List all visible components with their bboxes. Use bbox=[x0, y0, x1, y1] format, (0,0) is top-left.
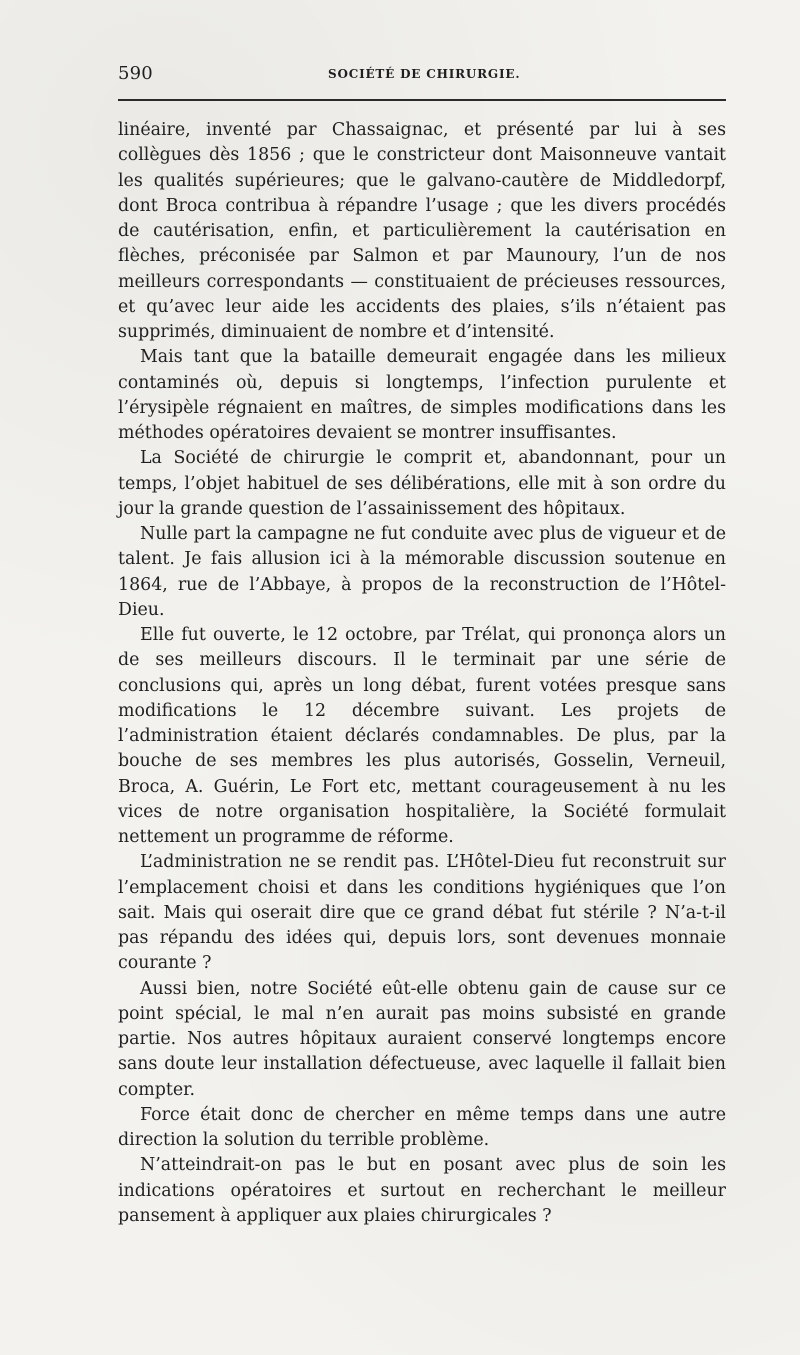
page-number: 590 bbox=[118, 63, 153, 84]
paragraph: Nulle part la campagne ne fut conduite avec plus de vigueur et de talent. Je fais allusion ici à la mémorable discussion soutenue en 1864, rue de l’Abbaye, à propos de la reconstruction de l’Hôtel-Dieu. bbox=[118, 524, 726, 620]
paragraph: L’administration ne se rendit pas. L’Hôtel-Dieu fut reconstruit sur l’emplacement choisi et dans les conditions hygiéniques que l’on sait. Mais qui oserait dire que ce grand débat fut stérile ? N’a-t-il pas répandu des idées qui, depuis lors, sont devenues monnaie courante ? bbox=[118, 852, 726, 974]
text-body bbox=[118, 118, 726, 1229]
header-rule bbox=[118, 99, 726, 101]
paragraph: Force était donc de chercher en même temps dans une autre direction la solution du terrible problème. bbox=[118, 1104, 726, 1150]
paragraph: N’atteindrait-on pas le but en posant avec plus de soin les indications opératoires et surtout en recherchant le meilleur pansement à appliquer aux plaies chirurgicales ? bbox=[118, 1155, 726, 1226]
paragraph: La Société de chirurgie le comprit et, abandonnant, pour un temps, l’objet habituel de ses délibérations, elle mit à son ordre du jour la grande question de l’assainissement des hôpitaux. bbox=[118, 448, 726, 519]
page-header bbox=[118, 63, 726, 97]
paragraph: Aussi bien, notre Société eût-elle obtenu gain de cause sur ce point spécial, le mal n’en aurait pas moins subsisté en grande partie. Nos autres hôpitaux auraient conservé longtemps encore sans doute leur installation défectueuse, avec laquelle il fallait bien compter. bbox=[118, 978, 726, 1100]
paragraph: Elle fut ouverte, le 12 octobre, par Trélat, qui prononça alors un de ses meilleurs discours. Il le terminait par une série de conclusions qui, après un long débat, furent votées presque sans modifications le 12 décembre suivant. Les projets de l’administration étaient déclarés condamnables. De plus, par la bouche de ses membres les plus autorisés, Gosselin, Verneuil, Broca, A. Guérin, Le Fort etc, mettant courageusement à nu les vices de notre organisation hospitalière, la Société formulait nettement un programme de réforme. bbox=[118, 625, 726, 847]
running-title: SOCIÉTÉ DE CHIRURGIE. bbox=[328, 67, 521, 81]
paragraph: Mais tant que la bataille demeurait engagée dans les milieux contaminés où, depuis si longtemps, l’infection purulente et l’érysipèle régnaient en maîtres, de simples modifications dans les méthodes opératoires devaient se montrer insuffisantes. bbox=[118, 347, 726, 443]
paragraph: linéaire, inventé par Chassaignac, et présenté par lui à ses collègues dès 1856 ; que le constricteur dont Maisonneuve vantait les qualités supérieures; que le galvano-cautère de Middledorpf, dont Broca contribua à répandre l’usage ; que les divers procédés de cautérisation, enfin, et particulièrement la cautérisation en flèches, préconisée par Salmon et par Maunoury, l’un de nos meilleurs correspondants — constituaient de précieuses ressources, et qu’avec leur aide les accidents des plaies, s’ils n’étaient pas supprimés, diminuaient de nombre et d’intensité. bbox=[118, 120, 726, 342]
